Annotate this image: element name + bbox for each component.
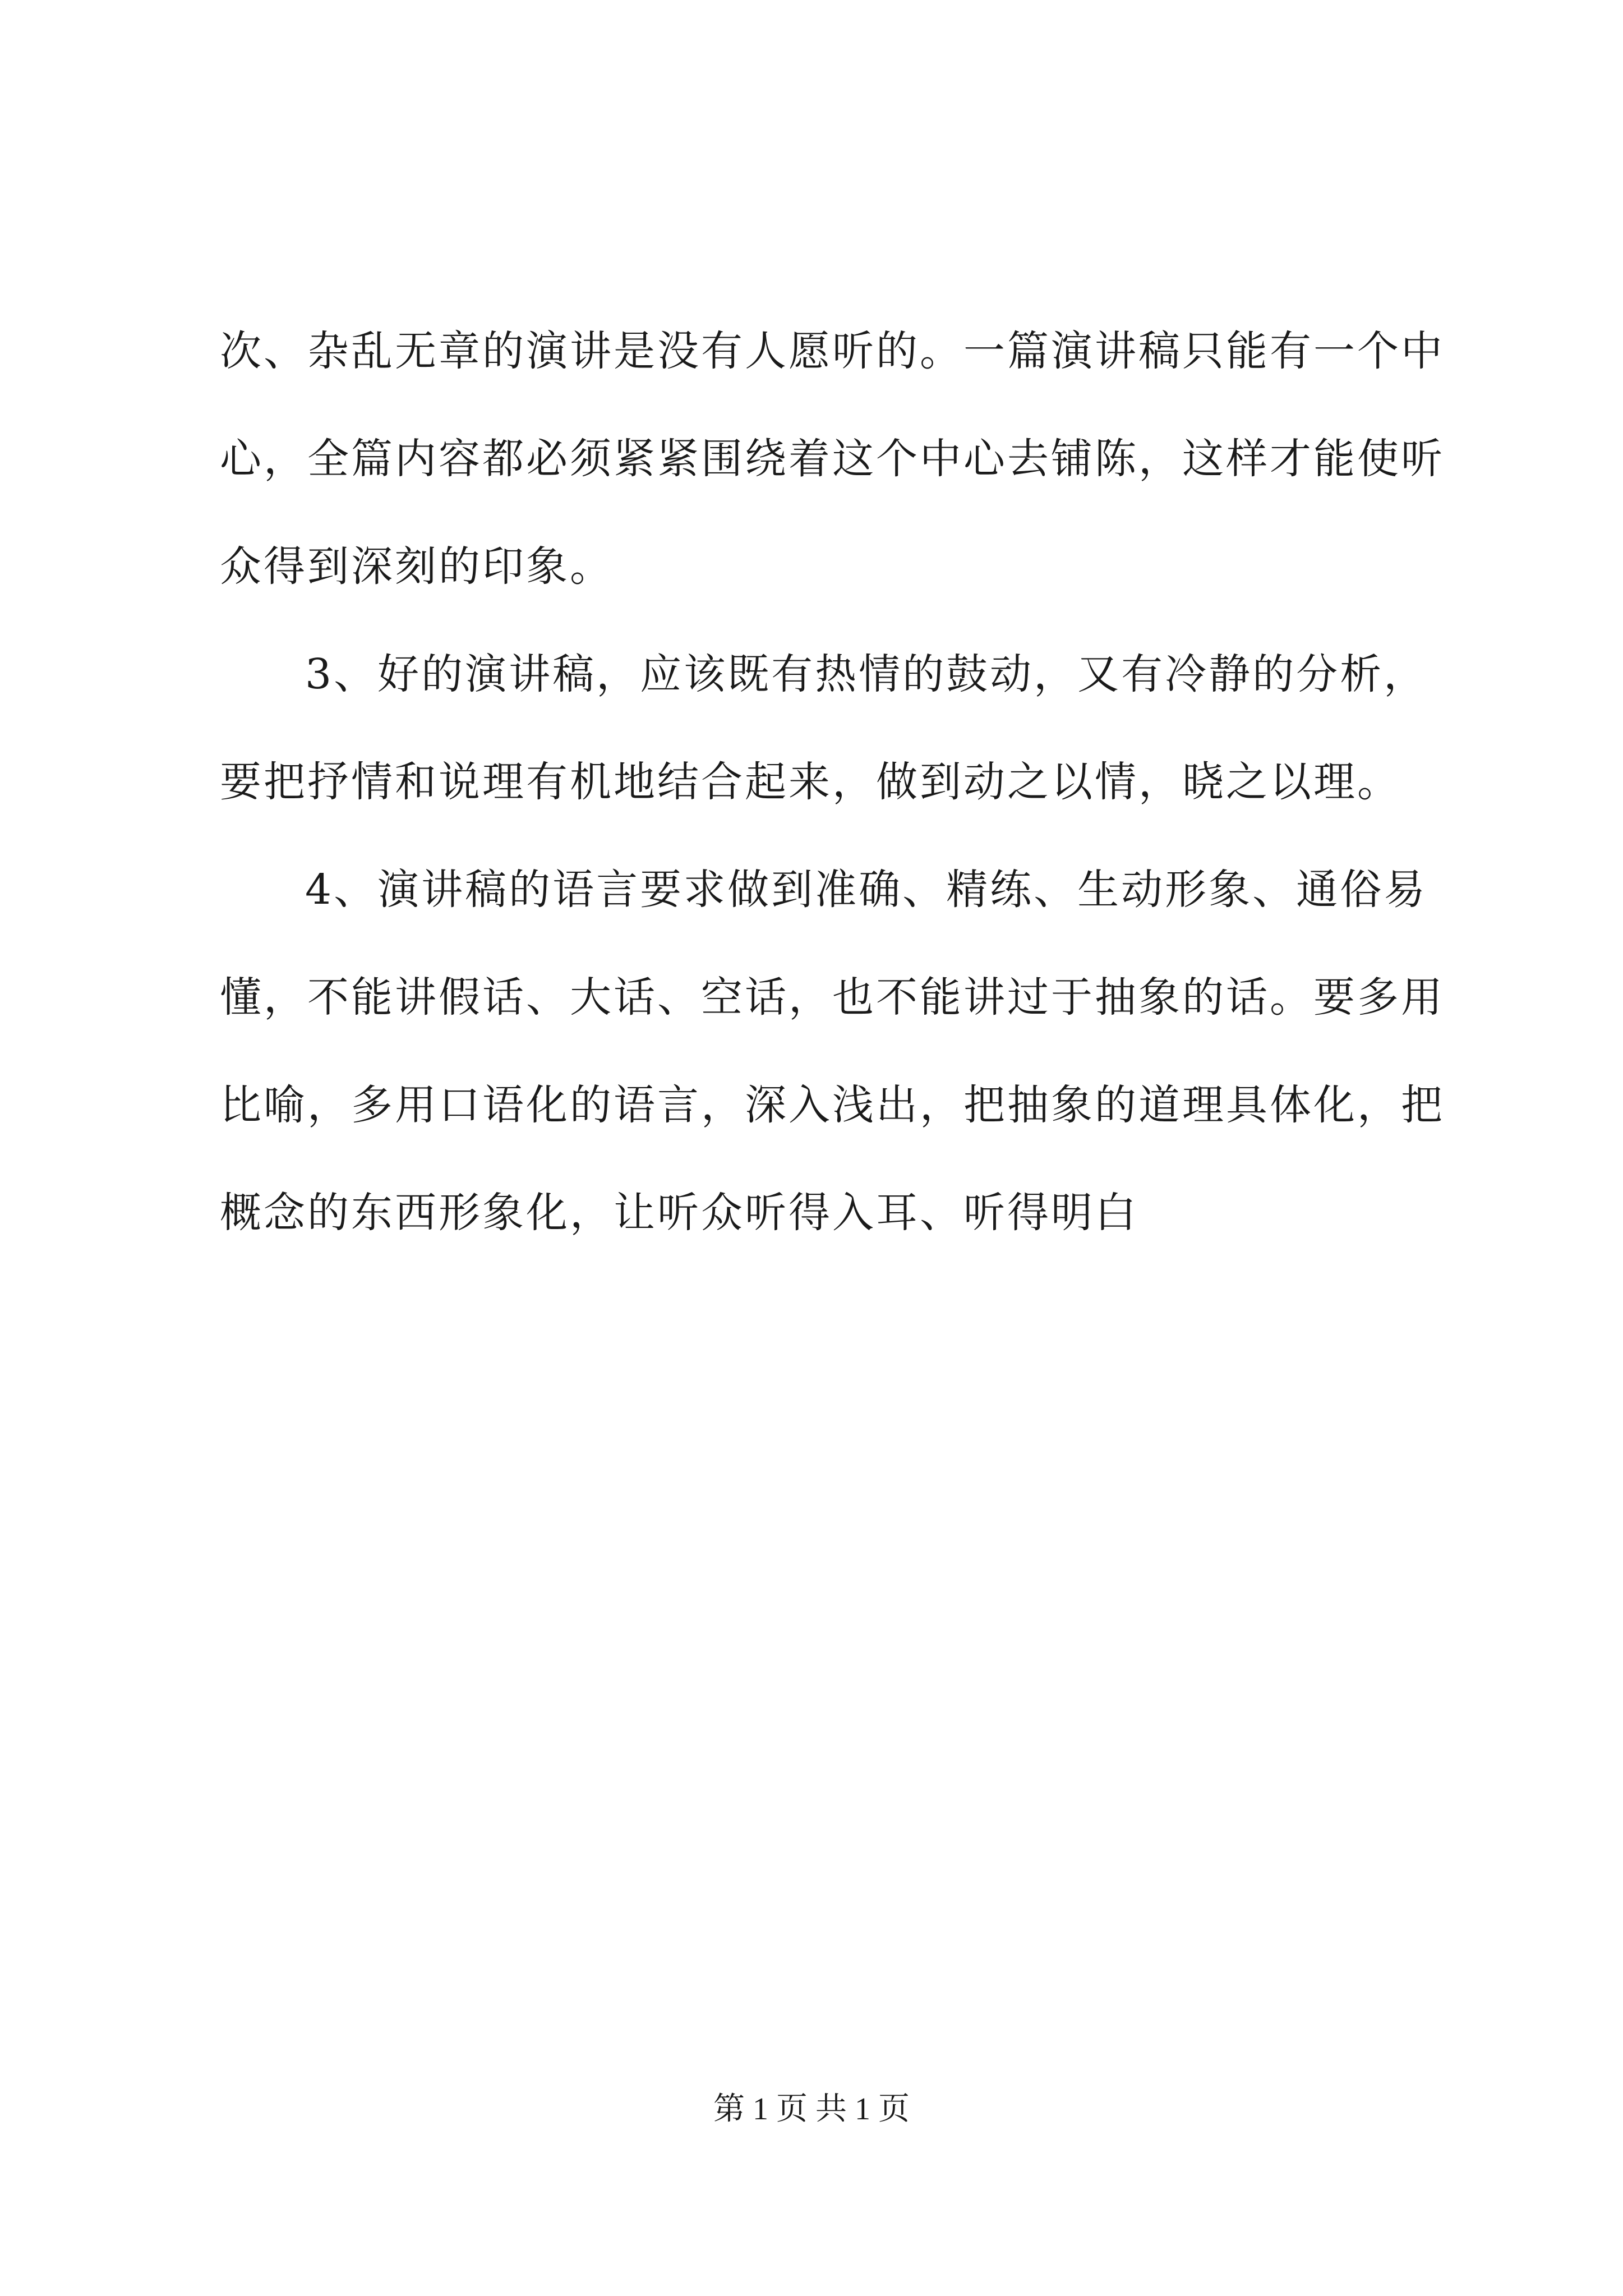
- paragraph-3-line-3: 比喻，多用口语化的语言，深入浅出，把抽象的道理具体化，把: [220, 1081, 1445, 1129]
- paragraph-3-line-1: 4、演讲稿的语言要求做到准确、精练、生动形象、通俗易: [305, 866, 1428, 914]
- document-body: [220, 297, 1445, 1267]
- page-footer: 第 1 页 共 1 页: [713, 2092, 910, 2127]
- paragraph-2-line-2: 要把抒情和说理有机地结合起来，做到动之以情，晓之以理。: [220, 758, 1401, 806]
- paragraph-2-line-1: 3、好的演讲稿，应该既有热情的鼓动，又有冷静的分析，: [305, 650, 1428, 698]
- paragraph-1-line-3: 众得到深刻的印象。: [220, 542, 614, 591]
- paragraph-1-line-2: 心，全篇内容都必须紧紧围绕着这个中心去铺陈，这样才能使听: [220, 435, 1445, 483]
- paragraph-3-line-4: 概念的东西形象化，让听众听得入耳、听得明白: [220, 1189, 1138, 1237]
- paragraph-1-line-1: 次、杂乱无章的演讲是没有人愿听的。一篇演讲稿只能有一个中: [220, 327, 1445, 375]
- paragraph-3-line-2: 懂，不能讲假话、大话、空话，也不能讲过于抽象的话。要多用: [220, 973, 1445, 1022]
